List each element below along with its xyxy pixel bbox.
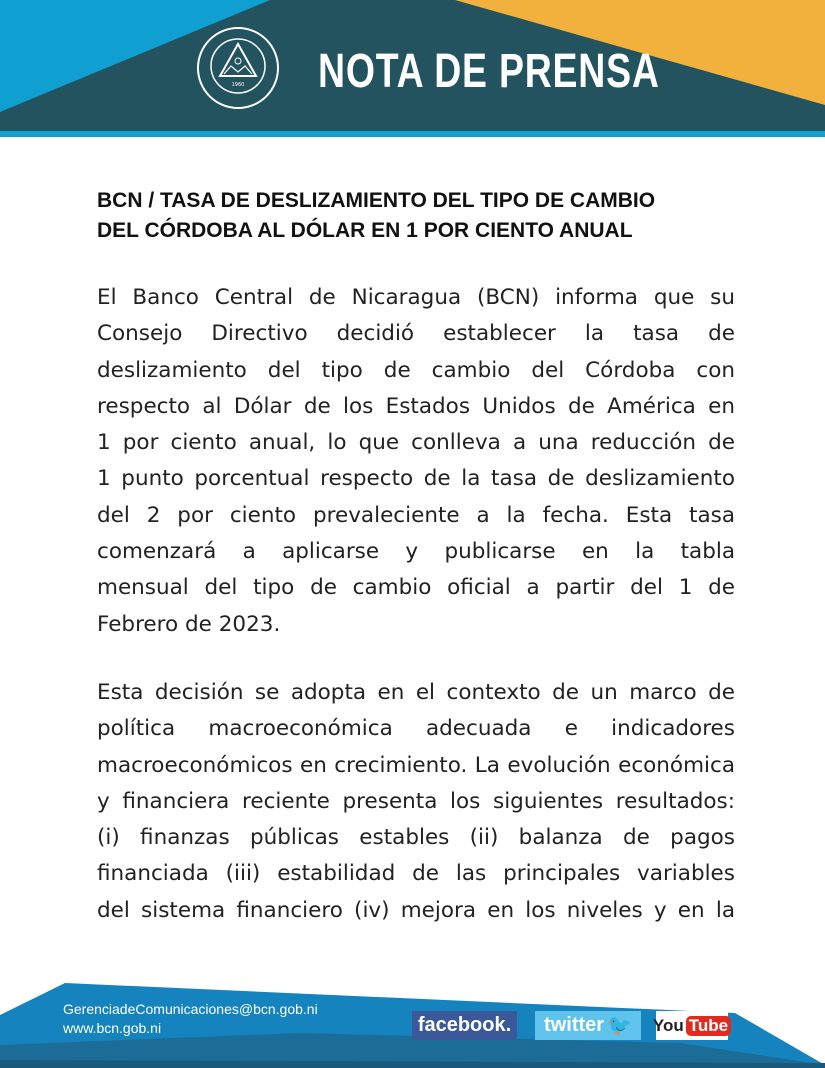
contact-info xyxy=(63,1000,318,1038)
headline-line: DEL CÓRDOBA AL DÓLAR EN 1 POR CIENTO ANUAL xyxy=(97,219,633,242)
twitter-label: twitter xyxy=(544,1014,605,1036)
text-line: macroeconómicos en crecimiento. La evolución económica xyxy=(97,752,735,778)
text-line: del sistema financiero (iv) mejora en los niveles y en la xyxy=(97,897,735,923)
text-line: 1 por ciento anual, lo que conlleva a una reducción de xyxy=(97,430,735,456)
headline-line: BCN / TASA DE DESLIZAMIENTO DEL TIPO DE CAMBIO xyxy=(97,189,656,212)
facebook-link[interactable]: facebook. xyxy=(412,1011,517,1040)
text-line: Esta decisión se adopta en el contexto de un marco de xyxy=(97,680,735,705)
press-release-footer xyxy=(0,975,825,1068)
text-line: y financiera reciente presenta los siguientes resultados: xyxy=(97,788,735,814)
text-line: mensual del tipo de cambio oficial a partir del 1 de xyxy=(97,575,735,601)
twitter-bird-icon: 🐦 xyxy=(607,1015,632,1037)
email-link[interactable]: GerenciadeComunicaciones@bcn.gob.ni xyxy=(63,1001,318,1017)
text-line: Febrero de 2023. xyxy=(97,611,281,637)
text-line: El Banco Central de Nicaragua (BCN) informa que su xyxy=(97,285,735,310)
bcn-seal-logo xyxy=(196,26,280,110)
text-line: (i) finanzas públicas estables (ii) balanza de pagos xyxy=(97,825,735,851)
text-line: comenzará a aplicarse y publicarse en la tabla xyxy=(97,539,735,565)
website-link[interactable]: www.bcn.gob.ni xyxy=(63,1020,162,1036)
text-line: respecto al Dólar de los Estados Unidos de América en xyxy=(97,393,735,419)
press-release-header xyxy=(0,0,825,137)
text-line: 1 punto porcentual respecto de la tasa de deslizamiento xyxy=(97,466,735,492)
headline xyxy=(97,186,737,246)
youtube-you: You xyxy=(652,1015,684,1035)
text-line: Consejo Directivo decidió establecer la tasa de xyxy=(97,321,735,347)
twitter-link[interactable] xyxy=(535,1011,641,1040)
svg-text:1960: 1960 xyxy=(231,82,245,88)
youtube-link[interactable] xyxy=(652,1011,729,1040)
youtube-tube: Tube xyxy=(686,1016,731,1036)
paragraph-1 xyxy=(97,280,735,643)
text-line: política macroeconómica adecuada e indicadores xyxy=(97,716,735,742)
page-title: NOTA DE PRENSA xyxy=(318,45,660,98)
text-line: del 2 por ciento prevaleciente a la fecha. Esta tasa xyxy=(97,502,735,528)
text-line: financiada (iii) estabilidad de las principales variables xyxy=(97,861,735,887)
paragraph-2 xyxy=(97,675,735,929)
text-line: deslizamiento del tipo de cambio del Córdoba con xyxy=(97,357,735,383)
